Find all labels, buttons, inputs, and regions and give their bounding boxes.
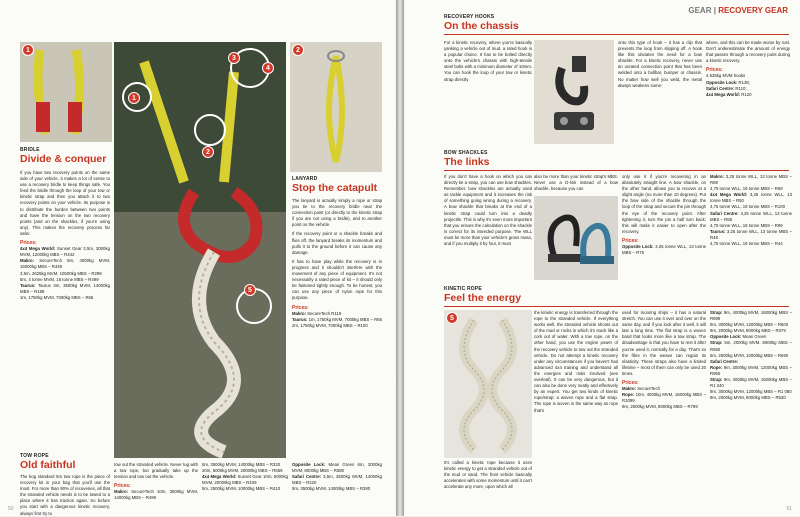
price-brand: Safari Centre:	[710, 210, 739, 216]
section-separator: |	[713, 6, 719, 15]
tow-rope-col-3	[202, 462, 288, 512]
price-line	[710, 377, 792, 389]
bridle-column	[20, 170, 110, 445]
shackle-photo	[534, 196, 618, 280]
hooks-body-1: For a kinetic recovery, where you're basically yanking a vehicle out of mud, a rated hook is a popular choice. It has to be bolted directly onto the vehicle's chassis with high-tensile steel bolts with a minimum diameter of 10mm. You can hook the loop of your tow or kinetic strap directly	[444, 40, 532, 82]
kinetic-rope-coil-illustration	[444, 310, 532, 458]
price-brand: Strap:	[710, 377, 723, 383]
price-brand: Taurus:	[292, 316, 308, 322]
price-brand: Opposite Lock:	[622, 244, 654, 250]
price-text: 9m, 3000kg MVM, 12000kg MBS – R600	[710, 322, 789, 328]
price-brand: Safari Centre:	[706, 85, 735, 91]
shackles-prices-title: Prices:	[622, 237, 639, 244]
price-text: 2m, 1750kg MVM, 7000kg MBS – R100	[292, 322, 368, 328]
price-line	[114, 489, 198, 501]
shackles-headline: The links	[444, 156, 490, 168]
left-folio: 50	[8, 506, 14, 512]
kinetic-kicker: KINETIC ROPE	[444, 286, 482, 292]
kinetic-body-3: used for mooring ships – it has a natural stretch. You can use it over and over on the same day, and if you look after it well, it will last a long time. The flat strap is a woven band that looks more like a tow strap. The disadvantage is that you have to rest it after you've used it, normally for a day. That's so the fibre in the weave can regain its elasticity. These straps also have a limited lifetime – most of them can only be used 20 times.	[622, 310, 706, 376]
price-line	[292, 486, 382, 492]
price-text: Mean Green 6m, 2000kg MVM, 8000kg MBS – R580	[292, 462, 382, 474]
kinetic-headline: Feel the energy	[444, 292, 522, 304]
price-text: SecureTech R119	[307, 310, 342, 316]
price-line	[20, 295, 110, 301]
price-brand: Opposite Lock:	[710, 334, 742, 340]
shackles-kicker: BOW SHACKLES	[444, 150, 488, 156]
price-text: 9m, 2000kg MVM, 8000kg MBS – R799	[622, 404, 698, 410]
price-brand: Rope:	[710, 364, 723, 370]
shackles-body-2: also be more than your kinetic strap's MBS. Never use a D-link instead of a bow shackle, because you can	[534, 174, 618, 192]
price-brand: Safari Centre:	[710, 358, 739, 364]
price-line	[292, 462, 382, 474]
price-text: 5m, 2000kg MVM, 8000kg MBS – R650	[710, 340, 792, 352]
hooks-col-1	[444, 40, 532, 146]
price-brand: Safari Centre:	[292, 474, 322, 480]
lanyard-headline: Stop the catapult	[292, 182, 378, 194]
highlight-ring-2	[194, 114, 226, 146]
badge-1: 1	[22, 44, 34, 56]
hooks-col-3	[706, 40, 790, 146]
price-text: 3,25 tonne WLL, 13 tonne MBS – R75	[622, 244, 706, 256]
lanyard-body-1: The lanyard is actually simply a rope or strap you tie to the recovery bridle near the connection point (or directly to the kinetic strap if you are not using a bridle), and to another point on the vehicle.	[292, 198, 382, 228]
price-line	[202, 474, 288, 486]
tow-rope-body-1: The bog standard 5m tow rope is the piece of recovery kit in your bag that you'll use the most. For more than 90% of recoveries, all that the stranded vehicle needs is to be towed to a place where it has traction again. So before you start with a dangerous kinetic recovery, always first try to	[20, 474, 110, 516]
price-line	[710, 395, 792, 401]
price-text: 1m, 1750kg MVM, 7000kg MBS – R65	[20, 294, 94, 300]
price-line	[710, 340, 792, 352]
kinetic-col-3	[622, 310, 706, 512]
lanyard-body-3: It has to have play while the recovery is in progress and it shouldn't interfere with the movement of any piece of equipment. It's not necessarily a rated piece of kit – it should only be fastened tightly enough. To be honest, you can use any piece of nylon rope for this purpose.	[292, 258, 382, 301]
price-brand: Opposite Lock:	[292, 462, 326, 467]
kinetic-body-1: It's called a kinetic rope because it uses kinetic energy to get a stranded vehicle out of the mud or sand. The front vehicle basically accelerates with some momentum until it can't accelerate any more, upon which all	[444, 460, 532, 490]
price-line	[622, 244, 706, 256]
kinetic-col-2	[534, 310, 618, 512]
badge-1b: 1	[128, 92, 140, 104]
price-line	[710, 241, 792, 247]
price-text: 4,75 tonne WLL, 19 tonne MBS – R99	[710, 222, 783, 228]
shackles-col-4	[710, 174, 792, 282]
lanyard-illustration	[290, 42, 382, 172]
price-line	[20, 246, 110, 258]
price-text: 5m, 2500kg MVM, 10000kg MBS – R690	[710, 352, 789, 358]
section-header	[688, 6, 788, 15]
bridle-kicker: BRIDLE	[20, 147, 40, 153]
bridle-illustration	[20, 42, 112, 142]
price-brand: Makro:	[710, 174, 725, 179]
price-line	[710, 310, 792, 322]
shackles-col-1	[444, 174, 532, 282]
price-line	[710, 211, 792, 223]
kinetic-rule	[444, 306, 789, 307]
price-text: SecureTech 10m, 3500kg MVM, 14000kg MBS – R499	[114, 489, 198, 501]
price-text: 9m, 2000kg MVM, 8000kg MBS – R530	[710, 395, 786, 401]
bridle-headline: Divide & conquer	[20, 153, 107, 165]
price-brand: Taurus:	[20, 282, 36, 288]
bow-shackle-illustration	[534, 196, 618, 280]
price-text: Mean Green	[742, 334, 767, 340]
price-brand: 4x4 Mega World:	[710, 192, 748, 198]
price-text: Sunset Gear 2,5m, 3000kg MVM, 12000kg MBS – R442	[20, 246, 110, 258]
price-text: 3,25 tonne WLL, 13 tonne MBS – R69	[710, 174, 792, 186]
hooks-headline: On the chassis	[444, 20, 519, 32]
price-text: 9m, 3000kg MVM, 12000kg MBS – R950	[710, 364, 792, 376]
tow-rope-col-4	[292, 462, 382, 512]
price-text: 3,5m, 3500kg MVM, 14000kg MBS – R220	[292, 474, 382, 486]
price-line	[292, 474, 382, 486]
price-line	[202, 486, 288, 492]
price-brand: 4x4 Mega World:	[202, 474, 237, 480]
right-folio: 51	[786, 506, 792, 512]
price-brand: Strap:	[710, 340, 723, 346]
price-line	[710, 365, 792, 377]
price-text: 20m, 5000kg MVM, 20000kg MBS – R659	[202, 468, 283, 474]
shackles-col-2	[534, 174, 618, 194]
price-text: 9m, 2000kg MVM, 8000kg MBS – R379	[710, 328, 786, 334]
price-line	[622, 404, 706, 410]
price-line	[710, 229, 792, 241]
price-line	[20, 283, 110, 295]
badge-5b: 5	[446, 312, 458, 324]
price-text: R120	[741, 91, 752, 97]
badge-5: 5	[244, 284, 256, 296]
price-text: 5m, 2500kg MVM, 10000kg MBS – R410	[202, 486, 281, 492]
hooks-rule	[444, 34, 789, 35]
hooks-kicker: RECOVERY HOOKS	[444, 14, 495, 20]
price-text: 4,75 tonne WLL, 19 tonne MBS – R100	[710, 204, 786, 210]
kinetic-col-1	[444, 460, 532, 512]
price-line	[710, 174, 792, 186]
tow-rope-headline: Old faithful	[20, 459, 76, 471]
shackles-body-3: only use it if you're recovering in an absolutely straight line. A bow shackle, on the other hand, allows you to recover at a slight angle (no more than 10 degrees). Put the bow side of the shackle through the loop of the strap and secure the pin through the eye of the recovery point. After tightening it, turn the pin a half turn back; this will make it easier to open after the recovery.	[622, 174, 706, 234]
price-text: 9m, 4000kg MVM, 16000kg MBS – R1 340	[710, 377, 792, 389]
price-brand: Makro:	[20, 258, 35, 264]
price-text: 5m, 3500kg MVM, 14000kg MBS – R320	[202, 462, 281, 467]
rope-photo	[114, 42, 286, 458]
tow-rope-col-2	[114, 462, 198, 512]
lanyard-body-2: If the recovery point or a shackle breaks and flies off, the lanyard breaks its momentum and pulls it to the ground before it can cause any damage.	[292, 231, 382, 255]
price-text: 4,75 tonne WLL, 19 tonne MBS – R44	[710, 241, 783, 247]
price-line	[622, 392, 706, 404]
hooks-col-2	[618, 40, 702, 146]
price-text: 10m, 4000kg MVM, 16000kg MBS – R1099	[622, 392, 706, 404]
price-text: SecureTech	[637, 386, 660, 392]
left-page	[0, 0, 396, 516]
price-line	[20, 258, 110, 270]
price-brand: Makro:	[292, 310, 307, 316]
shackles-col-3	[622, 174, 706, 282]
price-brand: Opposite Lock:	[706, 79, 738, 85]
badge-2: 2	[202, 146, 214, 158]
price-text: 4,75 tonne WLL, 19 tonne MBS – R69	[710, 186, 783, 192]
price-line	[292, 323, 382, 329]
price-text: R136;	[738, 79, 750, 85]
lanyard-photo	[290, 42, 382, 172]
lanyard-column	[292, 198, 382, 456]
price-text: SecureTech 5m, 4000kg MVM, 16000kg MBS – R449	[20, 258, 110, 270]
tow-rope-body-2: tow out the stranded vehicle. Never tug with a tow rope, but gradually take up the tension and tow out the vehicle.	[114, 462, 198, 480]
price-line	[710, 192, 792, 204]
hook-photo	[534, 40, 614, 144]
price-brand: Strap:	[710, 310, 723, 315]
right-page	[404, 0, 800, 516]
price-text: 3,25 tonne WLL, 13 tonne MBS – R68	[710, 210, 793, 222]
lanyard-kicker: LANYARD	[292, 176, 318, 182]
price-line	[706, 92, 790, 98]
price-text: 3,25 tonne WLL, 13 tonne MBS – R48	[710, 228, 792, 240]
bridle-body: If you have two recovery points on the same side of your vehicle, it makes a lot of sense to use a recovery bridle to keep things safe. You feed the bridle through the loop of your tow or kinetic strap and then you attach it to two recovery points on your vehicle. Its purpose is to distribute the burden between two points and have the tension on the two recovery points (and on the shackles, if you're using any). This makes the recovery process far safer.	[20, 170, 110, 236]
price-text: 3,25 tonne WLL, 13 tonne MBS – R50	[710, 192, 792, 204]
price-brand: Makro:	[114, 489, 129, 495]
spine	[396, 0, 404, 516]
tow-rope-prices-title: Prices:	[114, 483, 131, 490]
section-label: GEAR	[688, 6, 712, 15]
price-brand: Rope:	[622, 392, 635, 398]
price-brand: 4x4 Mega World:	[20, 246, 56, 252]
tow-rope-col-1	[20, 474, 110, 516]
recovery-hook-illustration	[534, 40, 614, 144]
price-text: 9m, 4000kg MVM, 16000kg MBS – R699	[710, 310, 792, 322]
section-title: RECOVERY GEAR	[718, 6, 788, 15]
hooks-body-2: onto this type of hook – it has a clip that prevents the loop from slipping off. A hook like this obviates the need for a bow shackle. For a kinetic recovery, never use an unrated connection point that has been welded onto a bullbar, bumper or chassis. No matter how well you weld, the metal always weakens some-	[618, 40, 702, 88]
shackles-body-1: If you don't have a hook on which you can directly tie a strap, you can use bow shackles. Remember, bow shackles are actually used as tackle equipment and it increases the risk of something going wrong during a recovery. A bow shackle that breaks at the end of a kinetic strap could turn into a deadly projectile. This is why it's even more important that you ensure the calculation on the shackle is correct for its intended purpose. The WLL must be more than your vehicle's gross mass, and if you multiply it by four, it must	[444, 174, 532, 247]
price-brand: Taurus:	[710, 228, 726, 234]
price-text: Taurus 3m, 3500kg MVM, 14000kg MBS – R188	[20, 282, 110, 294]
price-text: 1m, 1750kg MVM, 7000kg MBS – R65	[308, 316, 382, 322]
bridle-price-list	[20, 246, 110, 301]
kinetic-col-4	[710, 310, 792, 512]
price-text: 5m, 3500kg MVM, 14000kg MBS – R380	[292, 486, 371, 492]
price-text: 3,5m, 2625kg MVM, 10500kg MBS – R299	[20, 270, 102, 276]
hooks-body-3: where, and this can be made worse by rust. Don't underestimate the amount of energy that passes through a recovery point during a kinetic recovery.	[706, 40, 790, 64]
badge-2b: 2	[292, 44, 304, 56]
bridle-prices-title: Prices:	[20, 240, 37, 247]
bridle-photo	[20, 42, 112, 142]
price-brand: Makro:	[622, 386, 637, 392]
kinetic-body-2: the kinetic energy is transferred through the rope to the stranded vehicle. If everything works well, the stranded vehicle shoots out of the mud or rocks in which it's stuck like a cork out of water. With a tow rope, on the other hand, you use the engine power of the recovery vehicle to tow out the stranded vehicle. Do not attempt a kinetic recovery under any circumstances if you haven't had advanced 4x4 training and understand all the energies and risks involved (see overleaf). It can be very dangerous, but it can also be done very neatly and effectively by an expert. You get two kinds of kinetic rope/strap: a woven rope and a flat strap. The rope is woven in the same way as rope that's	[534, 310, 618, 413]
kinetic-rope-photo	[444, 310, 532, 458]
badge-3: 3	[228, 52, 240, 64]
price-text: Sunset Gear 10m, 5000kg MVM, 20000kg MBS – R439	[202, 474, 288, 486]
price-text: 9m, 3000kg MVM, 12000kg MBS – R1 080	[710, 389, 792, 395]
badge-4: 4	[262, 62, 274, 74]
lanyard-prices-title: Prices:	[292, 304, 309, 311]
price-text: 5m, 4 tonne MVM, 16 tonne MBS – R499	[20, 276, 99, 282]
price-brand: 4x4 Mega World:	[706, 91, 741, 97]
shackles-rule	[444, 170, 789, 171]
hooks-prices-title: Prices:	[706, 67, 723, 74]
kinetic-prices-title: Prices:	[622, 380, 639, 387]
price-text: R110;	[735, 85, 747, 91]
price-text: 4.535kg MVM hooks	[706, 73, 746, 79]
tow-rope-kicker: TOW ROPE	[20, 453, 49, 459]
